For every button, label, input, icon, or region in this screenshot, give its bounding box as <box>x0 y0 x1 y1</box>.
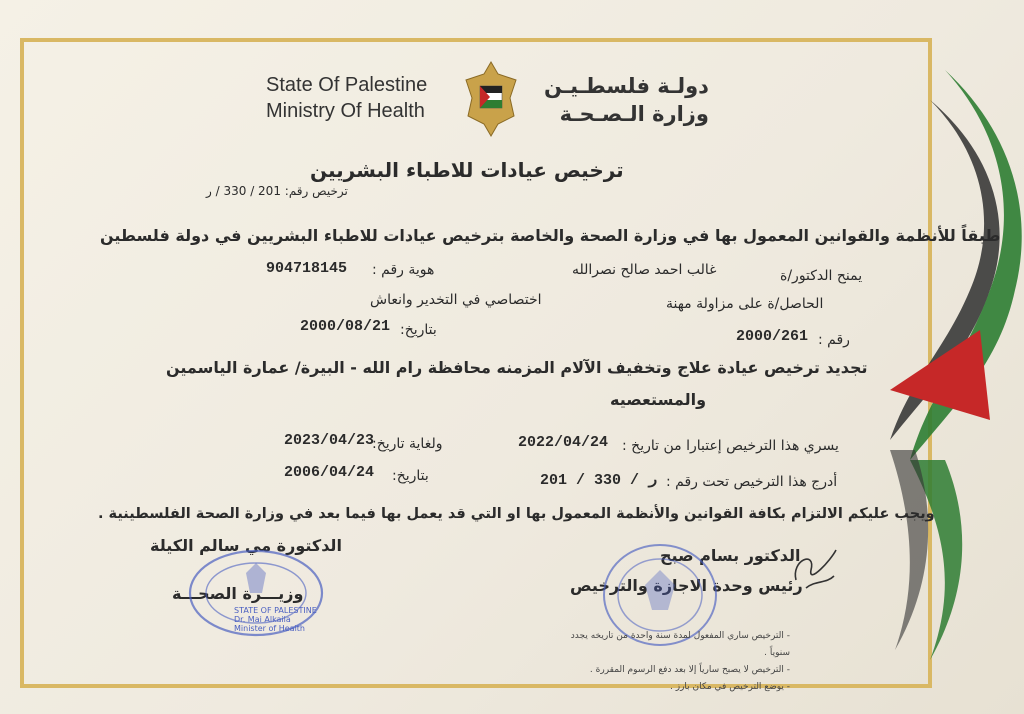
signer-right-name: الدكتور بسام صبح <box>660 546 801 565</box>
header-arabic <box>544 72 709 128</box>
practice-label: الحاصل/ة على مزاولة مهنة <box>666 296 824 312</box>
specialty: اختصاصي في التخدير وانعاش <box>370 292 542 308</box>
license-number-value: 201 / 330 / ر <box>206 184 281 198</box>
signer-left-name: الدكتورة مي سالم الكيلة <box>150 536 342 555</box>
stamp-name-text: Dr. Mai Alkaila <box>234 615 291 624</box>
note-item: - الترخيص ساري المفعول لمدة سنة واحدة من تاريخه يجدد سنوياً . <box>570 631 790 658</box>
doctor-name: غالب احمد صالح نصرالله <box>572 262 717 278</box>
id-value: 904718145 <box>266 260 348 277</box>
valid-to-value: 2023/04/23 <box>284 432 375 449</box>
stamp-state-text: STATE OF PALESTINE <box>234 606 317 615</box>
flag-ribbon <box>850 60 1024 700</box>
grant-label: يمنح الدكتور/ة <box>780 268 863 284</box>
left-stamp-text <box>234 606 317 633</box>
id-label: هوية رقم : <box>372 262 435 278</box>
license-number-label: ترخيص رقم: <box>284 184 348 198</box>
intro-text: طبقاً للأنظمة والقوانين المعمول بها في وزارة الصحة والخاصة بترخيص عيادات للاطباء البشريين في دولة فلسطين <box>100 226 1001 245</box>
valid-to-label: ولغاية تاريخ: <box>372 436 443 452</box>
registered-label: أدرج هذا الترخيص تحت رقم : <box>666 474 838 490</box>
header-english <box>266 72 427 124</box>
ministry-label-ar: وزارة الـصـحـة <box>559 102 709 126</box>
renewal-text: تجديد ترخيص عيادة علاج وتخفيف الآلام المزمنه محافظة رام الله - البيرة/ عمارة الياسمين <box>166 358 868 377</box>
ministry-label: Ministry Of Health <box>266 100 425 122</box>
valid-from-value: 2022/04/24 <box>518 434 609 451</box>
state-label-ar: دولـة فلسطـيـن <box>544 74 709 98</box>
registered-date-value: 2006/04/24 <box>284 464 375 481</box>
date-value: 2000/08/21 <box>300 318 391 335</box>
license-number <box>206 184 348 198</box>
license-notes <box>560 628 790 696</box>
number-value: 2000/261 <box>736 328 809 345</box>
obligation-text: ويجب عليكم الالتزام بكافة القوانين والأنظمة المعمول بها او التي قد يعمل بها فيما بعد في وزارة الصحة الفلسطينية . <box>98 506 935 522</box>
valid-from-label: يسري هذا الترخيص إعتبارا من تاريخ : <box>622 438 839 454</box>
registered-date-label: بتاريخ: <box>392 468 429 484</box>
right-signature <box>786 540 842 596</box>
note-item: - الترخيص لا يصبح سارياً إلا بعد دفع الرسوم المقررة . <box>589 665 790 675</box>
stamp-title-text: Minister of Health <box>234 624 305 633</box>
renewal-text-cont: والمستعصيه <box>610 390 707 409</box>
signer-left-title: وزيـــرة الصحـــة <box>172 584 304 603</box>
signer-right-title: رئيس وحدة الاجازة والترخيص <box>570 576 803 595</box>
number-label: رقم : <box>818 332 850 348</box>
page-title: ترخيص عيادات للاطباء البشريين <box>310 158 624 182</box>
date-label: بتاريخ: <box>400 322 437 338</box>
state-label: State Of Palestine <box>266 74 428 96</box>
palestine-eagle-emblem <box>458 58 524 140</box>
registered-value: 201 / 330 / ر <box>540 472 658 489</box>
note-item: - يوضع الترخيص في مكان بارز . <box>670 682 790 692</box>
